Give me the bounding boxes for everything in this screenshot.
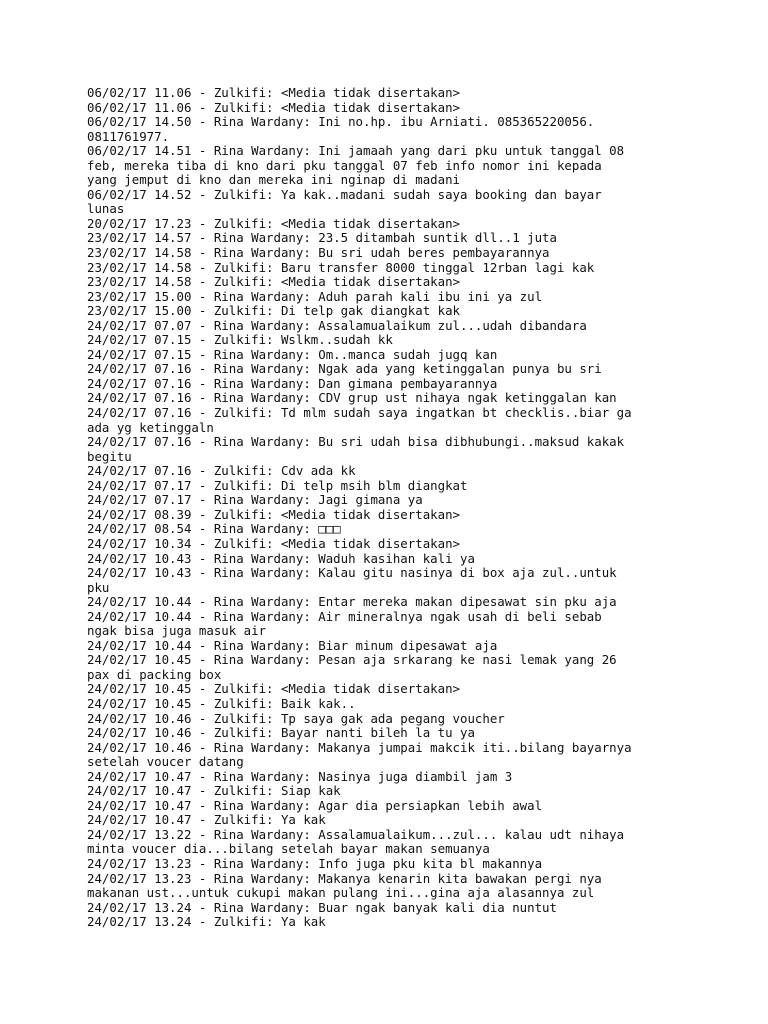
chat-log-line: 24/02/17 10.45 - Rina Wardany: Pesan aja srkarang ke nasi lemak yang 26: [87, 652, 617, 668]
chat-log-line: 24/02/17 10.47 - Zulkifi: Siap kak: [87, 783, 341, 799]
chat-log-line: 24/02/17 13.23 - Rina Wardany: Makanya kenarin kita bawakan pergi nya: [87, 870, 602, 886]
chat-log-line: 24/02/17 10.44 - Rina Wardany: Air mineralnya ngak usah di beli sebab: [87, 608, 602, 624]
chat-log-line: 24/02/17 13.22 - Rina Wardany: Assalamualaikum...zul... kalau udt nihaya: [87, 826, 625, 842]
chat-log-line: 24/02/17 07.16 - Rina Wardany: Bu sri udah bisa dibhubungi..maksud kakak: [87, 434, 625, 450]
chat-log-line: 20/02/17 17.23 - Zulkifi: <Media tidak disertakan>: [87, 215, 460, 231]
chat-log-line: makanan ust...untuk cukupi makan pulang ini...gina aja alasannya zul: [87, 885, 595, 901]
chat-log-line: 23/02/17 14.58 - Rina Wardany: Bu sri udah beres pembayarannya: [87, 245, 550, 261]
chat-log-line: 24/02/17 08.54 - Rina Wardany: □□□: [87, 521, 341, 537]
chat-log-line: 06/02/17 11.06 - Zulkifi: <Media tidak disertakan>: [87, 85, 460, 100]
chat-log-line: 23/02/17 14.58 - Zulkifi: <Media tidak disertakan>: [87, 274, 460, 290]
chat-log-line: 06/02/17 11.06 - Zulkifi: <Media tidak disertakan>: [87, 99, 460, 115]
chat-log-line: 23/02/17 15.00 - Rina Wardany: Aduh parah kali ibu ini ya zul: [87, 288, 543, 304]
chat-log-line: begitu: [87, 448, 132, 464]
chat-log-line: pax di packing box: [87, 666, 222, 682]
chat-log-line: 24/02/17 13.24 - Zulkifi: Ya kak: [87, 914, 326, 930]
chat-log-line: 24/02/17 10.47 - Zulkifi: Ya kak: [87, 812, 326, 828]
chat-log-line: 24/02/17 10.45 - Zulkifi: <Media tidak disertakan>: [87, 681, 460, 697]
chat-log-line: 24/02/17 07.16 - Zulkifi: Cdv ada kk: [87, 463, 356, 479]
chat-log-line: 24/02/17 10.44 - Rina Wardany: Biar minum dipesawat aja: [87, 637, 498, 653]
chat-log-line: 24/02/17 10.43 - Rina Wardany: Kalau gitu nasinya di box aja zul..untuk: [87, 565, 617, 581]
chat-log-line: 24/02/17 10.43 - Rina Wardany: Waduh kasihan kali ya: [87, 550, 475, 566]
chat-log-line: minta voucer dia...bilang setelah bayar makan semuanya: [87, 841, 490, 857]
chat-log-line: feb, mereka tiba di kno dari pku tanggal 07 feb info nomor ini kepada: [87, 157, 602, 173]
chat-log-line: 24/02/17 13.23 - Rina Wardany: Info juga pku kita bl makannya: [87, 855, 543, 871]
chat-log-line: 24/02/17 13.24 - Rina Wardany: Buar ngak banyak kali dia nuntut: [87, 899, 557, 915]
chat-log-line: 24/02/17 08.39 - Zulkifi: <Media tidak disertakan>: [87, 506, 460, 522]
chat-log-line: 24/02/17 10.46 - Zulkifi: Tp saya gak ada pegang voucher: [87, 710, 505, 726]
chat-log-line: ada yg ketinggaln: [87, 419, 214, 435]
chat-log-line: 24/02/17 10.34 - Zulkifi: <Media tidak disertakan>: [87, 535, 460, 551]
chat-log-line: 24/02/17 10.44 - Rina Wardany: Entar mereka makan dipesawat sin pku aja: [87, 594, 617, 610]
chat-log-line: 24/02/17 10.47 - Rina Wardany: Agar dia persiapkan lebih awal: [87, 797, 543, 813]
chat-log-line: 06/02/17 14.52 - Zulkifi: Ya kak..madani sudah saya booking dan bayar: [87, 186, 602, 202]
chat-export-page: [87, 86, 687, 930]
chat-log-line: 24/02/17 10.46 - Rina Wardany: Makanya jumpai makcik iti..bilang bayarnya: [87, 739, 632, 755]
chat-log-line: 24/02/17 07.16 - Rina Wardany: Dan gimana pembayarannya: [87, 375, 498, 391]
chat-log-line: 23/02/17 14.57 - Rina Wardany: 23.5 ditambah suntik dll..1 juta: [87, 230, 557, 246]
chat-log-line: yang jemput di kno dan mereka ini nginap di madani: [87, 172, 460, 188]
chat-log-line: 24/02/17 07.16 - Rina Wardany: Ngak ada yang ketinggalan punya bu sri: [87, 361, 602, 377]
chat-log-line: lunas: [87, 201, 125, 217]
chat-log-line: 24/02/17 07.16 - Zulkifi: Td mlm sudah saya ingatkan bt checklis..biar ga: [87, 405, 632, 421]
chat-log-line: 24/02/17 10.47 - Rina Wardany: Nasinya juga diambil jam 3: [87, 768, 513, 784]
chat-log-line: 24/02/17 10.46 - Zulkifi: Bayar nanti bileh la tu ya: [87, 725, 475, 741]
chat-log-line: 24/02/17 07.16 - Rina Wardany: CDV grup ust nihaya ngak ketinggalan kan: [87, 390, 617, 406]
chat-log-line: 23/02/17 15.00 - Zulkifi: Di telp gak diangkat kak: [87, 303, 460, 319]
chat-log-line: 24/02/17 07.17 - Zulkifi: Di telp msih blm diangkat: [87, 477, 468, 493]
chat-log-line: 0811761977.: [87, 128, 170, 144]
chat-log-line: 24/02/17 07.17 - Rina Wardany: Jagi gimana ya: [87, 492, 423, 508]
chat-log-line: ngak bisa juga masuk air: [87, 623, 267, 639]
chat-log-line: 24/02/17 10.45 - Zulkifi: Baik kak..: [87, 695, 356, 711]
chat-log-line: 24/02/17 07.15 - Zulkifi: Wslkm..sudah kk: [87, 332, 393, 348]
chat-log-line: 24/02/17 07.07 - Rina Wardany: Assalamualaikum zul...udah dibandara: [87, 317, 587, 333]
chat-log-line: 24/02/17 07.15 - Rina Wardany: Om..manca sudah jugq kan: [87, 346, 498, 362]
chat-log-line: pku: [87, 579, 110, 595]
chat-log-line: 06/02/17 14.50 - Rina Wardany: Ini no.hp. ibu Arniati. 085365220056.: [87, 114, 595, 130]
chat-log-line: setelah voucer datang: [87, 754, 244, 770]
chat-log-line: 06/02/17 14.51 - Rina Wardany: Ini jamaah yang dari pku untuk tanggal 08: [87, 143, 625, 159]
chat-log-line: 23/02/17 14.58 - Zulkifi: Baru transfer 8000 tinggal 12rban lagi kak: [87, 259, 595, 275]
